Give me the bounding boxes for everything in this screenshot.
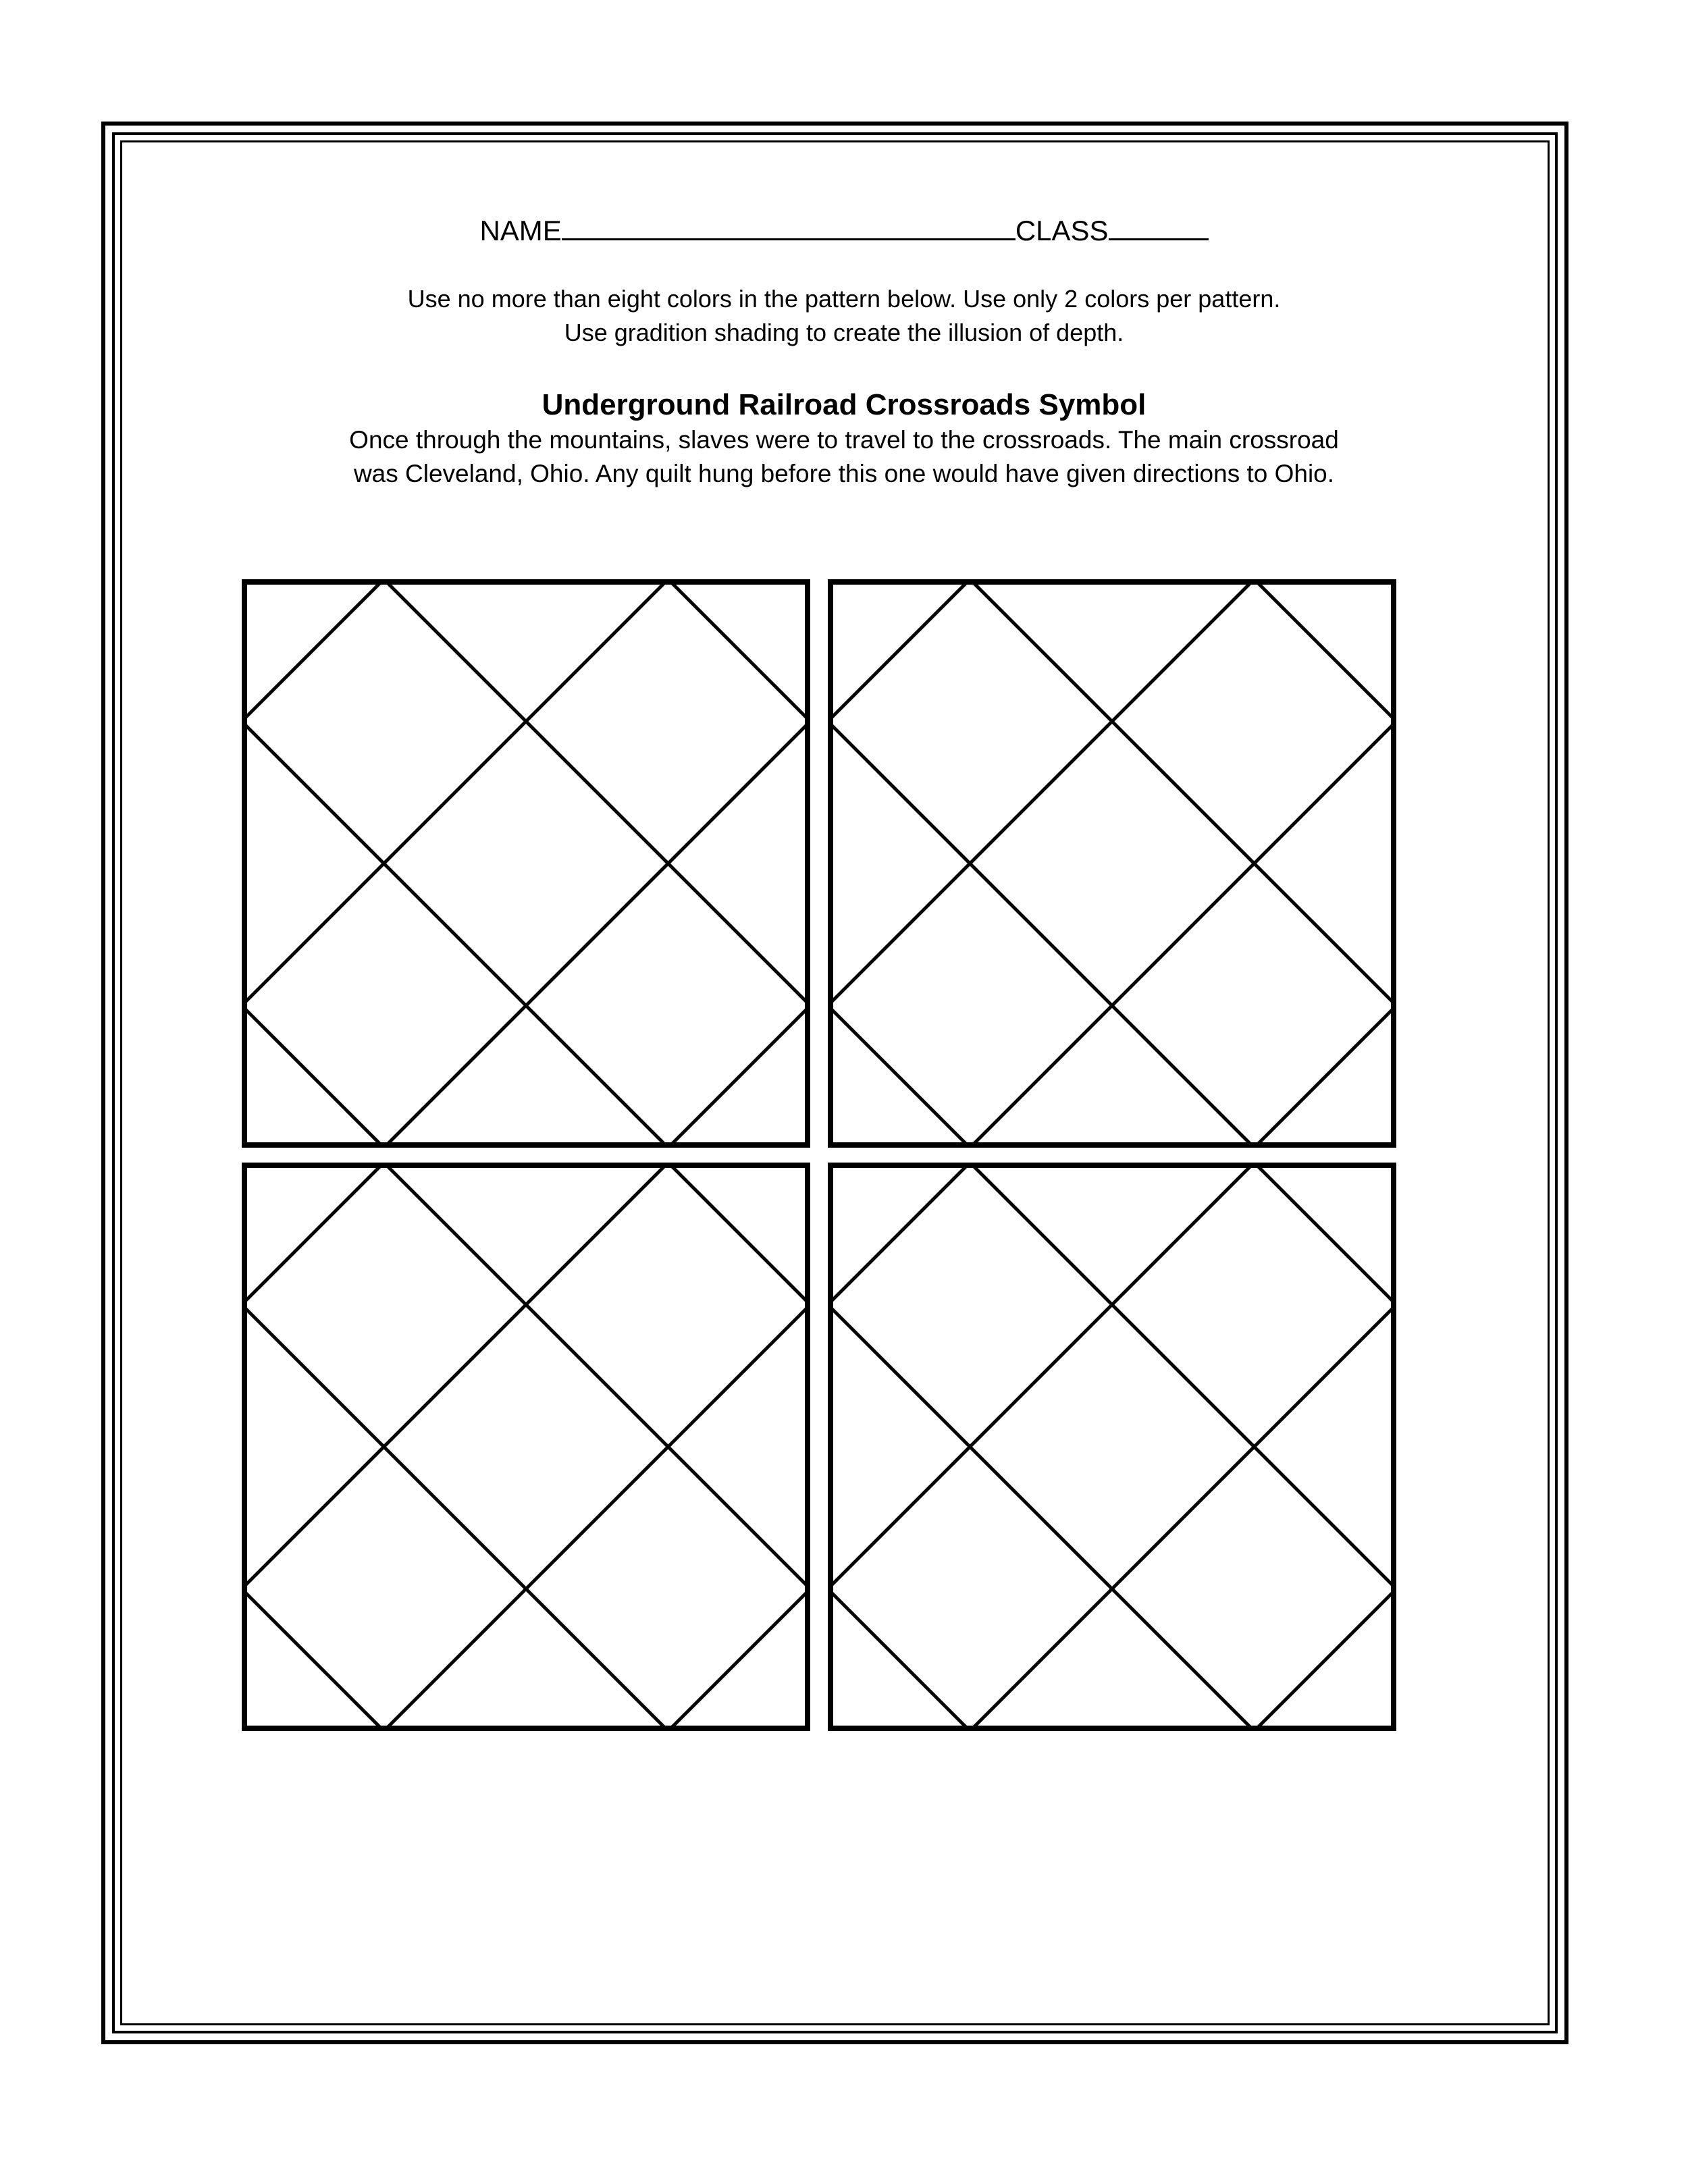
quilt-block-frame	[830, 582, 1394, 1145]
name-field[interactable]	[562, 211, 1016, 240]
quilt-block-top-left[interactable]	[242, 579, 810, 1148]
description-line-1: Once through the mountains, slaves were to travel to the crossroads. The main crossroad	[349, 426, 1339, 454]
quilt-block-drawing	[242, 1163, 810, 1731]
instruction-line-1: Use no more than eight colors in the pattern below. Use only 2 colors per pattern.	[407, 285, 1281, 313]
instruction-line-2: Use gradition shading to create the illusion of depth.	[564, 319, 1124, 346]
class-label: CLASS	[1015, 215, 1109, 246]
quilt-block-bottom-left[interactable]	[242, 1163, 810, 1731]
name-label: NAME	[479, 215, 562, 246]
quilt-block-bottom-right[interactable]	[828, 1163, 1396, 1731]
quilt-block-frame	[244, 582, 808, 1145]
class-field[interactable]	[1109, 211, 1209, 240]
quilt-block-top-right[interactable]	[828, 579, 1396, 1148]
quilt-block-frame	[830, 1165, 1394, 1728]
description-line-2: was Cleveland, Ohio. Any quilt hung before this one would have given directions to Ohio.	[353, 460, 1335, 487]
quilt-block-drawing	[242, 579, 810, 1148]
quilt-block-drawing	[828, 1163, 1396, 1731]
worksheet-title: Underground Railroad Crossroads Symbol	[542, 388, 1146, 421]
name-class-row	[0, 211, 1688, 248]
quilt-block-drawing	[828, 579, 1396, 1148]
quilt-block-frame	[244, 1165, 808, 1728]
